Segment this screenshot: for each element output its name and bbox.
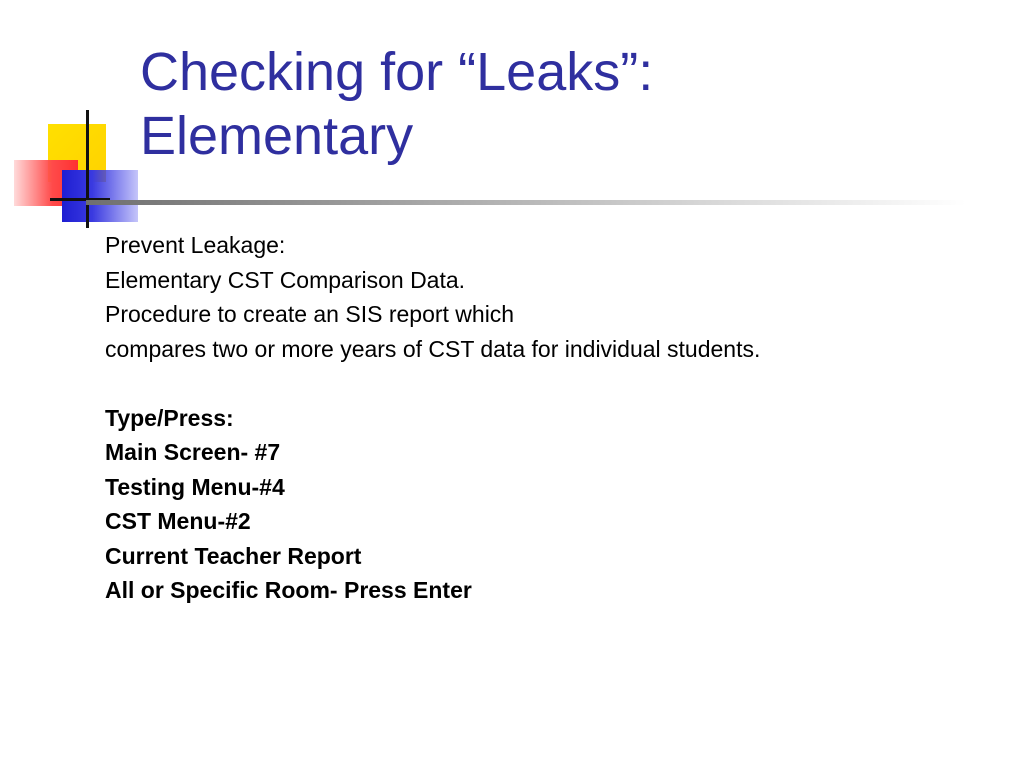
slide-body	[105, 228, 985, 608]
title-underline	[86, 200, 966, 205]
step-line: Main Screen- #7	[105, 439, 281, 465]
slide-title	[140, 40, 653, 168]
vertical-line-shape	[86, 110, 89, 228]
intro-line: compares two or more years of CST data for individual students.	[105, 335, 761, 362]
blue-square-shape	[62, 170, 138, 222]
step-line: All or Specific Room- Press Enter	[105, 577, 472, 603]
step-line: CST Menu-#2	[105, 508, 251, 534]
slide-title-line-1: Checking for “Leaks”:	[140, 42, 654, 102]
step-line: Testing Menu-#4	[105, 473, 285, 500]
intro-line: Prevent Leakage:	[105, 232, 286, 258]
slide-title-line-2: Elementary	[140, 106, 414, 166]
intro-line: Procedure to create an SIS report which	[105, 301, 515, 327]
step-line: Current Teacher Report	[105, 542, 362, 569]
intro-line: Elementary CST Comparison Data.	[105, 266, 466, 293]
step-line: Type/Press:	[105, 404, 234, 431]
blank-line	[105, 366, 985, 401]
